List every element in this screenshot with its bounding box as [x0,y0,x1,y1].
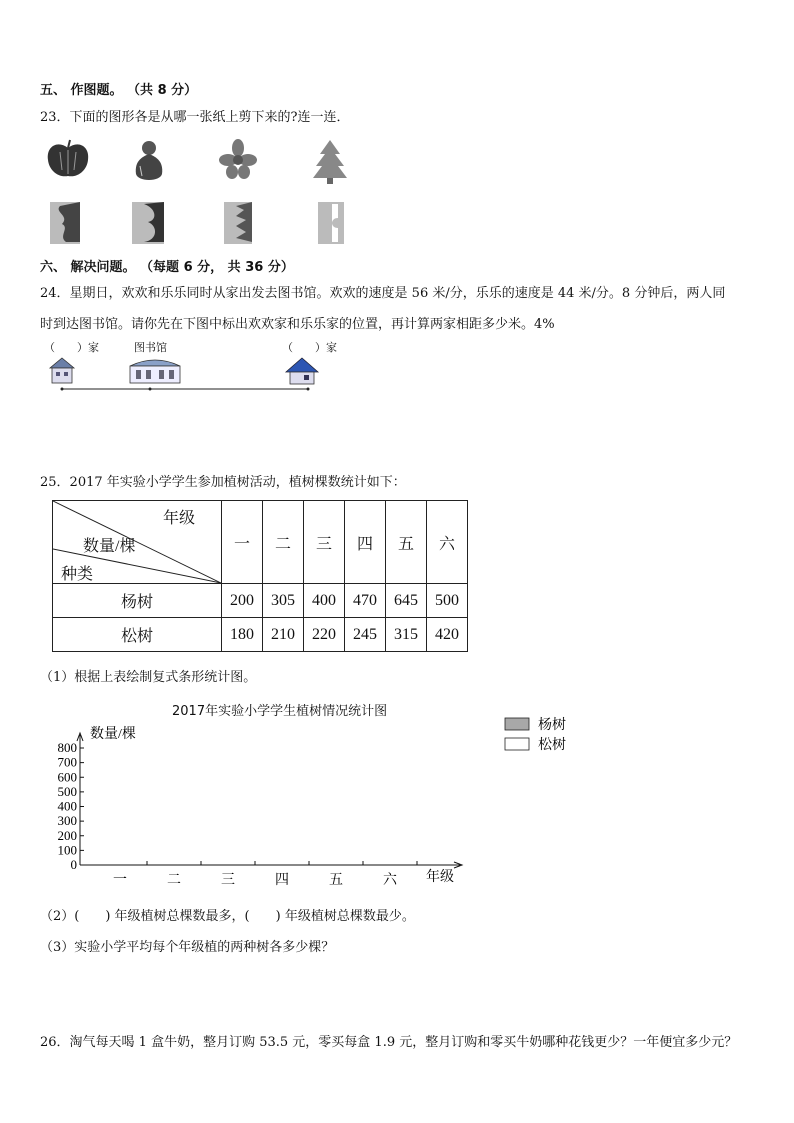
bar-chart [40,715,580,895]
grade-header-2: 二 [263,501,304,584]
chart-y-tick-label: 600 [57,769,77,785]
chart-y-tick-label: 100 [57,842,77,858]
cell-song-1: 180 [222,618,263,652]
table-header-diagonal-cell [53,501,222,584]
chart-y-tick-label: 400 [57,798,77,814]
paper-4-icon [318,202,344,244]
legend-label-song: 松树 [538,738,566,753]
chart-title: 2017年实验小学学生植树情况统计图 [172,704,388,719]
chart-x-tick-label: 二 [167,873,181,888]
row-name-yang: 杨树 [53,584,222,618]
chart-x-label: 年级 [426,870,454,885]
section-6-title: 六、 解决问题。 （每题 6 分， 共 36 分） [40,260,294,275]
planting-table [52,500,468,652]
chart-y-label: 数量/棵 [90,727,136,742]
legend-swatch-yang [505,718,529,730]
question-25-sub-1: （1）根据上表绘制复式条形统计图。 [40,670,257,685]
tree-shape-icon [313,140,347,184]
grade-header-6: 六 [427,501,468,584]
chart-y-tick-label: 0 [70,857,77,872]
grade-header-3: 三 [304,501,345,584]
chart-x-tick-label: 四 [275,873,289,888]
map-home-left-label: （ ）家 [44,341,99,354]
question-23: 23．下面的图形各是从哪一张纸上剪下来的?连一连． [40,110,350,125]
house-left-icon [50,358,74,383]
paper-3-icon [224,202,252,244]
chart-y-tick-label: 500 [57,783,77,799]
grade-header-1: 一 [222,501,263,584]
gourd-shape-icon [136,141,163,180]
cell-yang-1: 200 [222,584,263,618]
flower-shape-icon [219,139,257,179]
map-home-right-label: （ ）家 [282,341,337,354]
cell-song-3: 220 [304,618,345,652]
table-row [53,618,468,652]
cell-yang-3: 400 [304,584,345,618]
chart-x-tick-label: 五 [329,873,343,888]
header-count-label: 数量/棵 [83,538,136,555]
question-24-line-2: 时到达图书馆。请你先在下图中标出欢欢家和乐乐家的位置，再计算两家相距多少米。4% [40,317,555,332]
chart-x-tick-label: 一 [113,873,127,888]
apple-shape-icon [48,140,88,176]
table-header-row [53,501,468,584]
chart-y-tick-label: 700 [57,754,77,770]
legend-swatch-song [505,738,529,750]
question-25-sub-3: （3）实验小学平均每个年级植的两种树各多少棵？ [40,940,335,955]
cell-song-2: 210 [263,618,304,652]
chart-y-tick-label: 800 [57,740,77,755]
table-row [53,584,468,618]
cell-yang-5: 645 [386,584,427,618]
route-map [40,352,340,397]
chart-x-tick-label: 三 [221,873,235,888]
cell-song-4: 245 [345,618,386,652]
map-library-label: 图书馆 [134,341,167,354]
chart-x-tick-label: 六 [383,873,397,888]
paper-1-icon [50,202,80,244]
chart-y-tick-label: 300 [57,813,77,829]
chart-y-tick-label: 200 [57,827,77,843]
cell-yang-6: 500 [427,584,468,618]
grade-header-4: 四 [345,501,386,584]
grade-header-5: 五 [386,501,427,584]
question-24-line-1: 24．星期日，欢欢和乐乐同时从家出发去图书馆。欢欢的速度是 56 米/分，乐乐的速度是 44 米/分。8 分钟后，两人同 [40,286,726,301]
cell-yang-2: 305 [263,584,304,618]
row-name-song: 松树 [53,618,222,652]
question-25: 25．2017 年实验小学学生参加植树活动，植树棵数统计如下： [40,475,406,490]
header-type-label: 种类 [61,566,94,583]
library-icon [130,360,180,383]
paper-shapes [40,198,370,248]
cell-song-6: 420 [427,618,468,652]
cell-song-5: 315 [386,618,427,652]
cell-yang-4: 470 [345,584,386,618]
header-grade-label: 年级 [163,510,196,527]
paper-2-icon [132,202,164,244]
house-right-icon [286,358,318,384]
section-5-title: 五、 作图题。 （共 8 分） [40,83,198,98]
question-26: 26．淘气每天喝 1 盒牛奶，整月订购 53.5 元，零买每盒 1.9 元，整月订购和零买牛奶哪种花钱更少？一年便宜多少元？ [40,1035,738,1050]
question-25-sub-2: （2）( ) 年级植树总棵数最多，( ) 年级植树总棵数最少。 [40,909,415,924]
legend-label-yang: 杨树 [538,718,566,733]
